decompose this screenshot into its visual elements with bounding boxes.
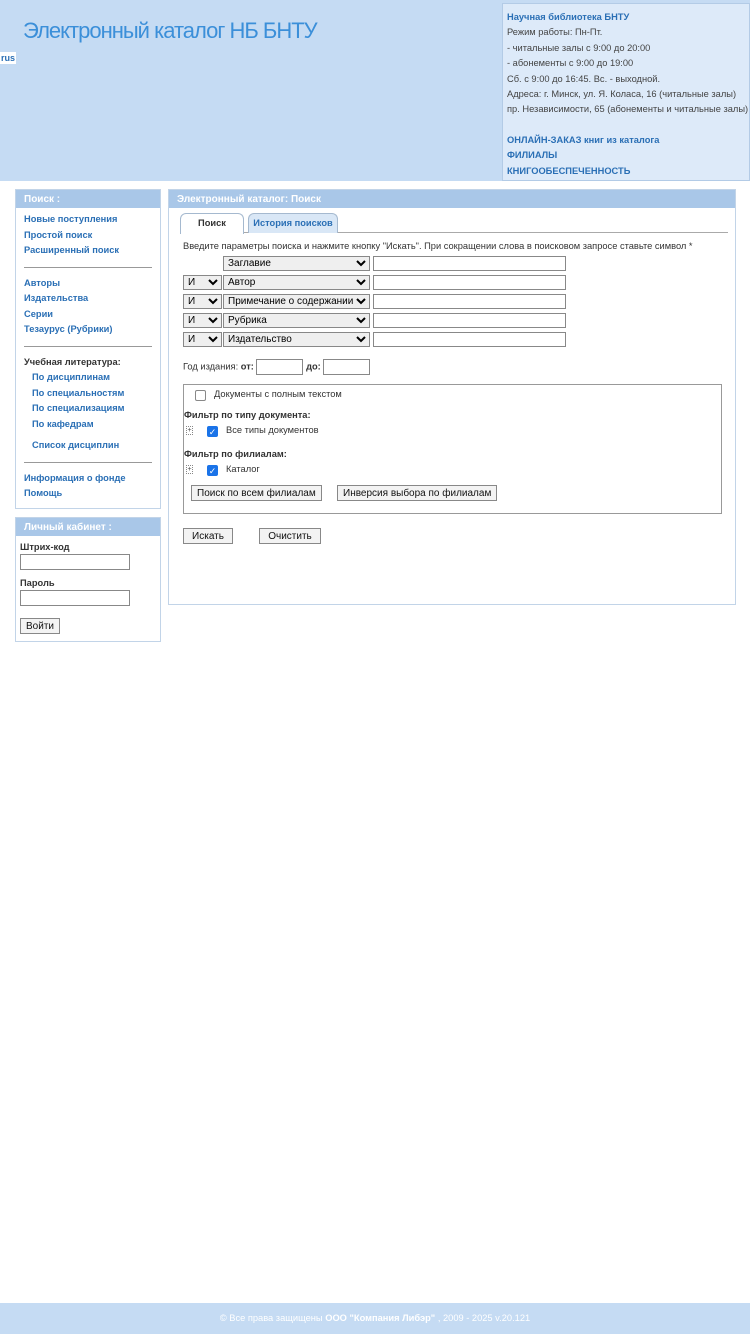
search-term-input[interactable] [373,313,566,328]
edu-literature-label: Учебная литература: [24,356,121,367]
operator-select[interactable] [183,313,222,328]
year-filter [183,359,370,375]
by-specialization-link[interactable]: По специализациям [32,403,125,413]
main-panel [168,189,736,605]
new-arrivals-link[interactable]: Новые поступления [24,214,118,224]
clear-button[interactable]: Очистить [259,528,321,544]
cabinet-title: Личный кабинет : [16,518,160,536]
search-term-input[interactable] [373,256,566,271]
barcode-label: Штрих-код [20,542,70,552]
year-from-input[interactable] [256,359,303,375]
divider [24,267,152,268]
info-line: - абонементы с 9:00 до 19:00 [507,58,634,69]
branch-filter-title: Фильтр по филиалам: [184,449,287,459]
fulltext-checkbox[interactable] [195,390,206,401]
field-select[interactable] [223,294,370,309]
language-link[interactable]: rus [1,53,16,63]
info-line: - читальные залы с 9:00 до 20:00 [507,42,651,53]
operator-select[interactable] [183,294,222,309]
operator-select[interactable] [183,275,222,290]
search-term-input[interactable] [373,332,566,347]
online-order-link[interactable]: ОНЛАЙН-ЗАКАЗ книг из каталога [507,134,660,145]
catalog-branch-checkbox[interactable]: ✓ [208,466,217,476]
expand-icon[interactable]: + [187,466,192,473]
invert-branches-button[interactable]: Инверсия выбора по филиалам [337,485,497,501]
login-button[interactable]: Войти [20,618,60,634]
field-select[interactable] [223,275,370,290]
catalog-branch-label: Каталог [226,464,260,474]
copyright-suffix: , 2009 - 2025 v.20.121 [437,1313,531,1323]
password-label: Пароль [20,578,55,588]
simple-search-link[interactable]: Простой поиск [24,229,93,240]
info-line: Сб. с 9:00 до 16:45. Вс. - выходной. [507,73,661,84]
expand-icon[interactable]: + [187,427,192,434]
personal-cabinet-panel [15,517,161,642]
field-select[interactable] [223,313,370,328]
barcode-input[interactable] [20,554,130,570]
search-all-branches-button[interactable]: Поиск по всем филиалам [191,485,322,501]
site-title: Электронный каталог НБ БНТУ [23,18,317,43]
year-to-input[interactable] [323,359,370,375]
all-doctypes-label: Все типы документов [226,425,319,435]
authors-link[interactable]: Авторы [24,277,61,288]
library-name: Научная библиотека БНТУ [507,12,630,22]
search-menu-title: Поиск : [16,190,160,208]
search-button[interactable]: Искать [183,528,233,544]
main-title: Электронный каталог: Поиск [169,190,735,208]
filter-box [183,384,722,514]
info-line: пр. Независимости, 65 (абонементы и читальные залы) [507,104,749,115]
publishers-link[interactable]: Издательства [24,293,89,303]
book-supply-link[interactable]: КНИГООБЕСПЕЧЕННОСТЬ [507,165,631,176]
field-select[interactable] [223,256,370,271]
year-label: Год издания: [183,361,239,372]
password-input[interactable] [20,590,130,606]
copyright-prefix: © Все права защищены [219,1313,323,1323]
by-department-link[interactable]: По кафедрам [32,418,94,429]
tab-search-history[interactable]: История поисков [248,213,338,233]
by-discipline-link[interactable]: По дисциплинам [32,372,111,382]
by-specialty-link[interactable]: По специальностям [32,387,125,398]
operator-select[interactable] [183,332,222,347]
year-from-label: от: [240,361,254,372]
company-name: ООО "Компания Либэр" [325,1313,436,1323]
help-link[interactable]: Помощь [24,488,63,498]
info-line: Режим работы: Пн-Пт. [507,27,603,38]
header [0,0,750,181]
search-hint: Введите параметры поиска и нажмите кнопку "Искать". При сокращении слова в поисковом запросе ставьте символ * [183,241,693,251]
tab-search[interactable]: Поиск [180,213,244,234]
branches-link[interactable]: ФИЛИАЛЫ [507,150,558,161]
library-info-box [502,3,750,181]
search-term-input[interactable] [373,275,566,290]
field-select[interactable] [223,332,370,347]
tab-bar [180,213,728,233]
series-link[interactable]: Серии [24,308,53,319]
advanced-search-link[interactable]: Расширенный поиск [24,245,120,255]
fulltext-label: Документы с полным текстом [214,389,342,399]
thesaurus-link[interactable]: Тезаурус (Рубрики) [24,324,113,334]
search-term-input[interactable] [373,294,566,309]
divider [24,346,152,347]
all-doctypes-checkbox[interactable]: ✓ [208,427,217,437]
info-line: Адреса: г. Минск, ул. Я. Коласа, 16 (читальные залы) [507,89,737,100]
search-menu-panel [15,189,161,509]
footer [0,1303,750,1334]
fund-info-link[interactable]: Информация о фонде [24,472,126,483]
doctype-filter-title: Фильтр по типу документа: [184,410,311,420]
discipline-list-link[interactable]: Список дисциплин [32,440,120,450]
year-to-label: до: [306,361,321,372]
divider [24,462,152,463]
